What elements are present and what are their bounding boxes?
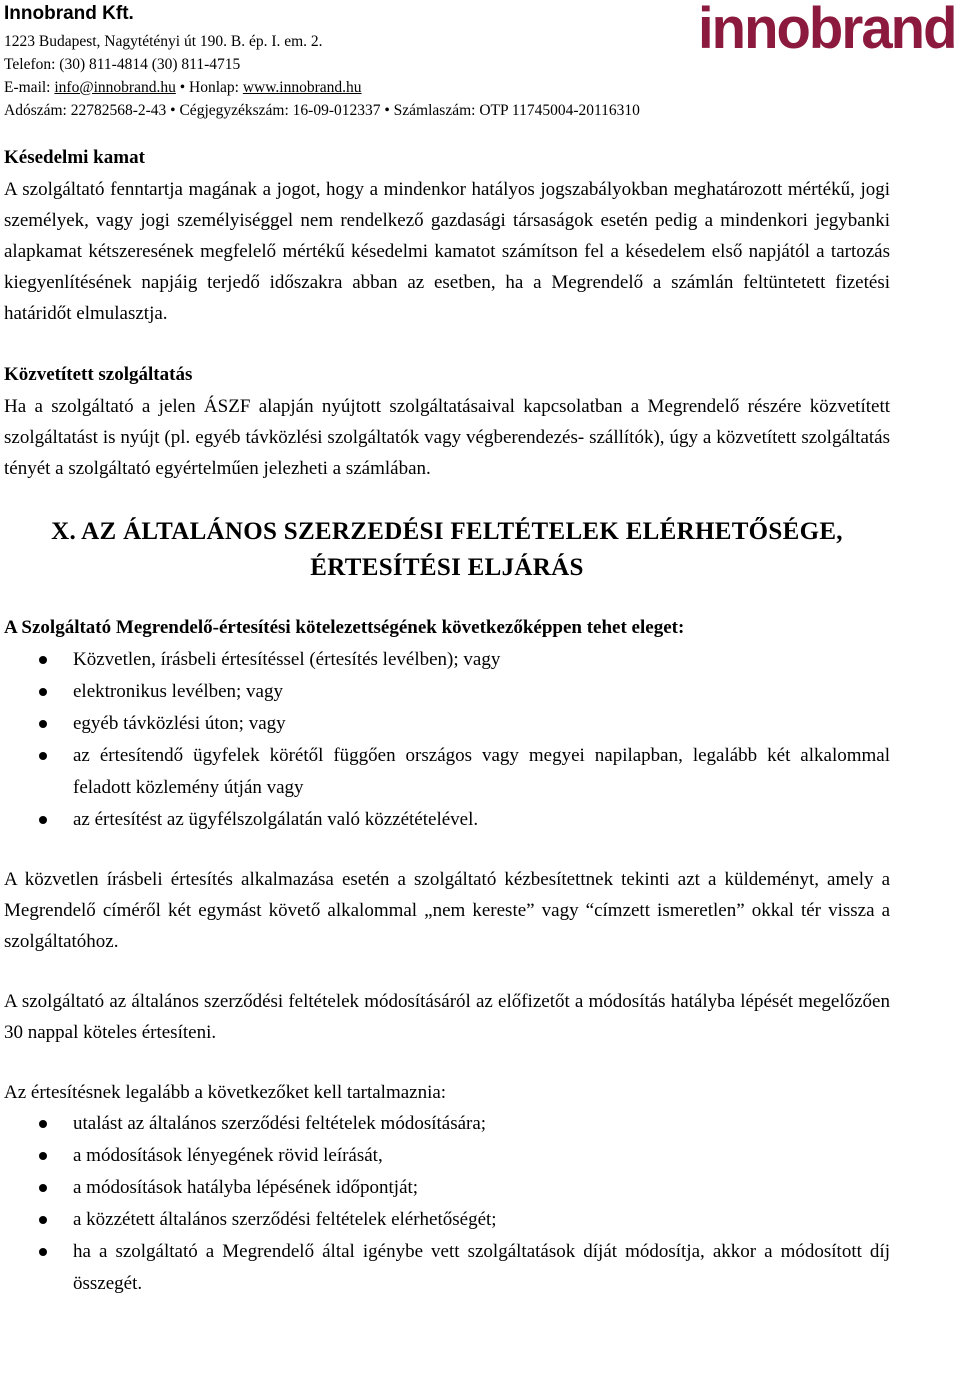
list-item: utalást az általános szerződési feltételek módosítására; <box>4 1108 890 1140</box>
company-name: Innobrand Kft. <box>4 3 134 24</box>
letterhead <box>4 2 744 122</box>
list-item: a módosítások lényegének rövid leírását, <box>4 1140 890 1172</box>
website-link[interactable]: www.innobrand.hu <box>242 79 362 96</box>
notification-methods-list <box>4 644 890 836</box>
company-address: 1223 Budapest, Nagytétényi út 190. B. ép. I. em. 2. <box>4 33 323 50</box>
web-label: • Honlap: <box>175 79 243 96</box>
list-item: Közvetlen, írásbeli értesítéssel (értesítés levélben); vagy <box>4 644 890 676</box>
list-item: az értesítendő ügyfelek körétől függően országos vagy megyei napilapban, legalább két alkalommal feladott közlemény útján vagy <box>4 740 890 804</box>
list-item: egyéb távközlési úton; vagy <box>4 708 890 740</box>
modification-paragraph: A szolgáltató az általános szerződési feltételek módosításáról az előfizetőt a módosítás hatályba lépését megelőzően 30 nappal köteles értesíteni. <box>4 991 890 1043</box>
late-interest-text: A szolgáltató fenntartja magának a jogot, hogy a mindenkor hatályos jogszabályokban meghatározott mértékű, jogi személyek, vagy jogi személyiséggel nem rendelkező gazdasági társaságok esetén pedig a mindenkori jegybanki alapkamat kétszeresének megfelelő mértékű késedelmi kamatot számítson fel a késedelem első napjától a tartozás kiegyenlítésének napjáig terjedő időszakra abban az esetben, ha a Megrendelő a számlán feltüntetett fizetési határidőt elmulasztja. <box>4 179 890 324</box>
contact-line <box>4 76 744 99</box>
notification-heading: A Szolgáltató Megrendelő-értesítési kötelezettségének következőképpen tehet eleget: <box>4 617 685 638</box>
list-item: ha a szolgáltató a Megrendelő által igénybe vett szolgáltatások díját módosítja, akkor a módosított díj összegét. <box>4 1236 890 1300</box>
late-interest-heading: Késedelmi kamat <box>4 147 145 168</box>
list-item: a közzétett általános szerződési feltételek elérhetőségét; <box>4 1204 890 1236</box>
list-item: a módosítások hatályba lépésének időpontját; <box>4 1172 890 1204</box>
mediated-service-text: Ha a szolgáltató a jelen ÁSZF alapján nyújtott szolgáltatásaival kapcsolatban a Megrendelő részére közvetített szolgáltatást is nyújt (pl. egyéb távközlési szolgáltatók vagy végberendezés- szállítók), úgy a közvetített szolgáltatás tényét a szolgáltató egyértelműen jelezheti a számlában. <box>4 396 890 479</box>
email-label: E-mail: <box>4 79 55 96</box>
notice-content-heading: Az értesítésnek legalább a következőket kell tartalmaznia: <box>4 1082 447 1103</box>
chapter-x-title-line-1: X. AZ ÁLTALÁNOS SZERZEDÉSI FELTÉTELEK ELÉRHETŐSÉGE, <box>51 518 843 545</box>
notice-content-list <box>4 1108 890 1300</box>
innobrand-logo: innobrand <box>698 0 956 61</box>
list-item: elektronikus levélben; vagy <box>4 676 890 708</box>
chapter-x-title-line-2: ÉRTESÍTÉSI ELJÁRÁS <box>310 554 584 581</box>
list-item: az értesítést az ügyfélszolgálatán való közzétételével. <box>4 804 890 836</box>
direct-notice-paragraph: A közvetlen írásbeli értesítés alkalmazása esetén a szolgáltató kézbesítettnek tekinti azt a küldeményt, amely a Megrendelő címéről két egymást követő alkalommal „nem kereste” vagy “címzett ismeretlen” okkal tér vissza a szolgáltatóhoz. <box>4 869 890 952</box>
document-body <box>4 142 890 1300</box>
company-registration: Adószám: 22782568-2-43 • Cégjegyzékszám: 16-09-012337 • Számlaszám: OTP 11745004-20116310 <box>4 102 640 119</box>
company-phone: Telefon: (30) 811-4814 (30) 811-4715 <box>4 56 241 73</box>
email-link[interactable]: info@innobrand.hu <box>54 79 176 96</box>
mediated-service-heading: Közvetített szolgáltatás <box>4 364 193 385</box>
